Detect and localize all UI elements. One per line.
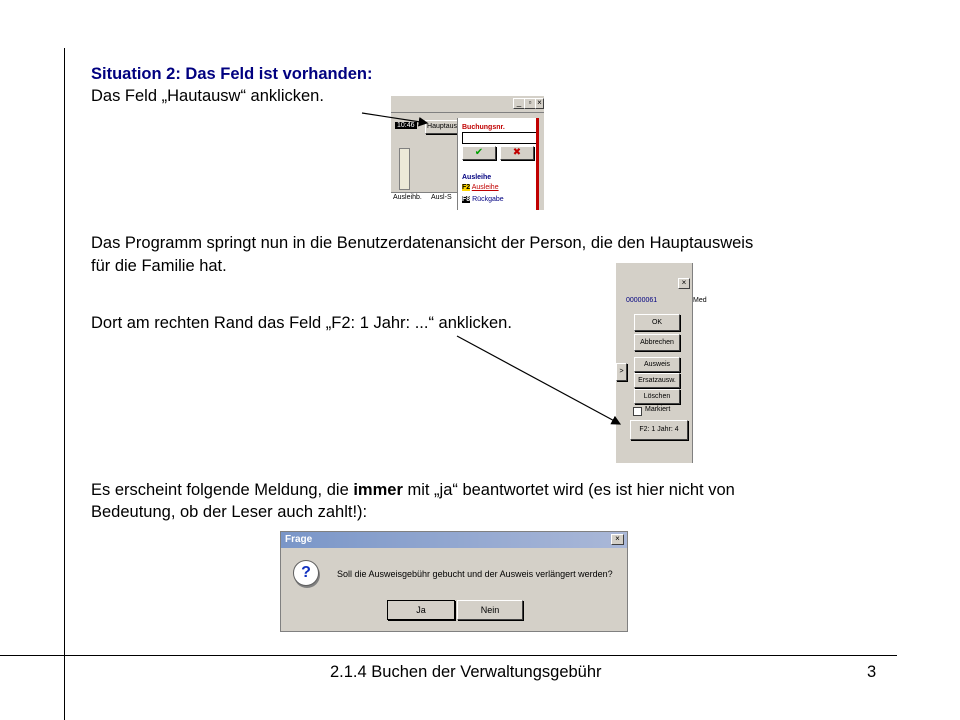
dialog-message: Soll die Ausweisgebühr gebucht und der Ausweis verlängert werden? xyxy=(337,569,613,579)
close-icon: × xyxy=(535,98,544,109)
step-1-text: Das Feld „Hautausw“ anklicken. xyxy=(91,87,324,105)
step-2-text: Dort am rechten Rand das Feld „F2: 1 Jahr: ...“ anklicken. xyxy=(91,314,512,332)
menu-item-ausleihe[interactable]: F2 Ausleihe xyxy=(462,184,499,191)
close-icon: × xyxy=(678,278,690,289)
column-header: Med xyxy=(693,297,707,304)
markiert-label: Markiert xyxy=(645,406,671,413)
yes-button[interactable]: Ja xyxy=(387,600,455,620)
ausweis-button[interactable]: Ausweis xyxy=(634,357,680,372)
f2-one-year-button[interactable]: F2: 1 Jahr: 4 xyxy=(630,420,688,440)
cancel-button[interactable]: ✖ xyxy=(500,146,534,160)
expand-arrow-icon[interactable]: > xyxy=(616,363,627,381)
ersatzausweis-button[interactable]: Ersatzausw. xyxy=(634,373,680,388)
paragraph-1-line-2: für die Familie hat. xyxy=(91,257,227,275)
close-icon[interactable]: × xyxy=(611,534,624,545)
hauptausweis-tab[interactable]: Hauptaus xyxy=(425,120,459,134)
footer-title: 2.1.4 Buchen der Verwaltungsgebühr xyxy=(330,663,602,681)
question-icon: ? xyxy=(293,560,319,586)
paragraph-1-line-1: Das Programm springt nun in die Benutzerdatenansicht der Person, die den Hauptausweis xyxy=(91,234,754,252)
column-header-2: Ausl-S xyxy=(431,194,452,201)
time-display: 10:46 xyxy=(397,122,415,129)
column-header-1: Ausleihb. xyxy=(393,194,422,201)
page-number: 3 xyxy=(867,663,877,681)
arrow-to-hauptausweis xyxy=(362,113,427,123)
arrow-to-f2-button xyxy=(457,336,620,424)
field-label: Buchungsnr. xyxy=(462,124,505,131)
record-number: 00000061 xyxy=(626,297,658,304)
no-button[interactable]: Nein xyxy=(457,600,523,620)
ok-button[interactable]: OK xyxy=(634,314,680,331)
menu-item-rueckgabe[interactable]: F8 Rückgabe xyxy=(462,196,504,203)
restore-icon: ▫ xyxy=(524,98,536,109)
dialog-title: Frage xyxy=(285,534,313,545)
loeschen-button[interactable]: Löschen xyxy=(634,389,680,404)
minimize-icon: _ xyxy=(513,98,525,109)
section-label: Ausleihe xyxy=(462,174,492,181)
abbrechen-button[interactable]: Abbrechen xyxy=(634,334,680,351)
confirm-button[interactable]: ✔ xyxy=(462,146,496,160)
paragraph-2-line-1: Es erscheint folgende Meldung, die immer mit „ja“ beantwortet wird (es ist hier nicht von xyxy=(91,481,735,499)
section-heading: Situation 2: Das Feld ist vorhanden: xyxy=(91,65,373,83)
paragraph-2-line-2: Bedeutung, ob der Leser auch zahlt!): xyxy=(91,503,368,521)
